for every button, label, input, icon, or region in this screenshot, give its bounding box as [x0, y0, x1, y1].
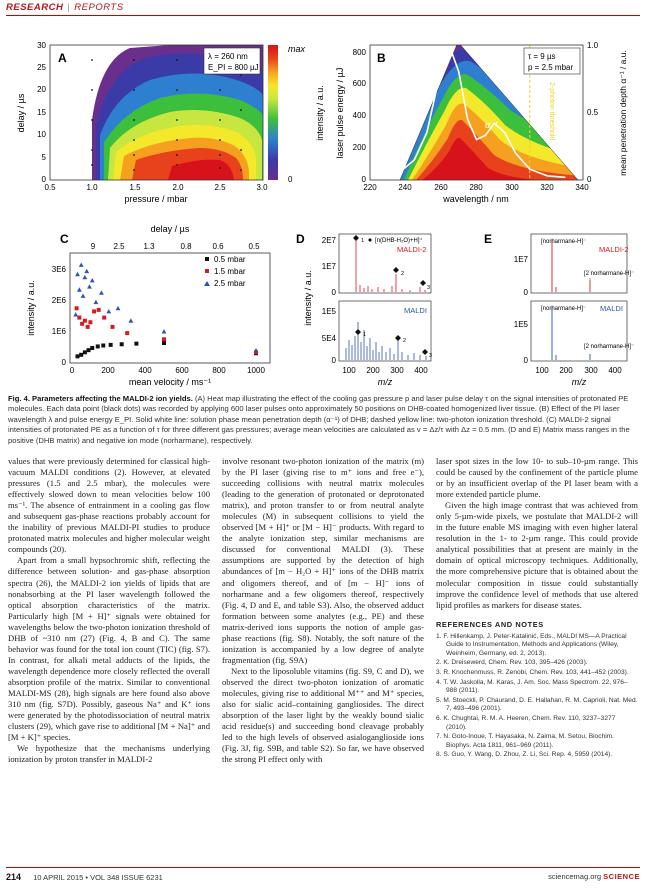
- reference-item: 3. R. Knochenmuss, R. Zenobi, Chem. Rev. 103, 441–452 (2003).: [436, 669, 629, 677]
- peak-label: 3: [429, 353, 433, 359]
- panel-c-yticks: [52, 265, 67, 367]
- panel-d-ytick: 2E7: [321, 236, 336, 245]
- panel-c-top-tick: 1.3: [143, 242, 155, 251]
- scatter-point: [97, 308, 101, 312]
- panel-b-y2ticks: [587, 41, 599, 184]
- panel-c-top-axis-label: delay / µs: [150, 224, 190, 234]
- panel-c-ylabel: intensity / a.u.: [26, 280, 36, 336]
- panel-d-xtick: 300: [390, 366, 404, 375]
- scatter-point: [120, 342, 124, 346]
- panel-a-ylabel: delay / µs: [16, 93, 26, 133]
- panel-c-label: C: [60, 232, 69, 246]
- scatter-point: [96, 344, 100, 348]
- panel-c: [26, 224, 270, 387]
- panel-a-ytick: 5: [41, 153, 46, 162]
- scatter-point: [134, 342, 138, 346]
- panel-a-ytick: 15: [37, 108, 46, 117]
- panel-a-ytick: 20: [37, 85, 46, 94]
- page-footer: [6, 872, 640, 882]
- panel-b-y2tick: 0: [587, 175, 592, 184]
- references-heading: REFERENCES AND NOTES: [436, 619, 544, 629]
- panel-c-xtick: 0: [69, 366, 75, 375]
- legend-label-0-5: 0.5 mbar: [214, 255, 246, 264]
- panel-b-xtick: 220: [363, 183, 377, 192]
- colorbar-max-label: max: [288, 44, 306, 54]
- panel-d-ytick: 0: [331, 356, 336, 365]
- panel-b-ytick: 200: [352, 143, 366, 152]
- peak-label: 1: [361, 238, 365, 244]
- scatter-point: [77, 316, 81, 320]
- panel-d-legend: [n(DHB-H₂O)+H]⁺: [375, 238, 423, 244]
- panel-b-label: B: [377, 51, 386, 65]
- body-column-3: [436, 456, 638, 761]
- panel-a-xtick: 1.5: [129, 183, 141, 192]
- colorbar-zero-label: 0: [288, 175, 293, 184]
- panel-c-top-tick: 9: [90, 242, 96, 251]
- panel-a-wavelength: λ = 260 nm: [208, 52, 248, 61]
- panel-c-xtick: 400: [138, 366, 152, 375]
- scatter-point: [86, 325, 90, 329]
- panel-b-pressure: p = 2.5 mbar: [528, 63, 574, 72]
- scatter-point: [162, 337, 166, 341]
- panel-a-ytick: 30: [37, 41, 46, 50]
- scatter-point: [92, 309, 96, 313]
- panel-d-xticks: [342, 366, 428, 375]
- section-label: RESEARCH: [6, 2, 64, 13]
- scatter-point: [88, 320, 92, 324]
- panel-a-xtick: 2.0: [172, 183, 184, 192]
- body-column-2: [222, 456, 424, 765]
- scatter-point: [76, 354, 80, 358]
- reference-item: 8. S. Guo, Y. Wang, D. Zhou, Z. Li, Sci. Rep. 4, 5959 (2014).: [436, 751, 613, 759]
- reference-item: 2. K. Dreisewerd, Chem. Rev. 103, 395–426 (2003).: [436, 659, 588, 667]
- colorbar-label: intensity / a.u.: [315, 85, 325, 141]
- panel-d-ylabel: intensity / a.u.: [303, 270, 313, 326]
- panel-c-ytick: 0: [61, 358, 66, 367]
- footer-site: sciencemag.org: [548, 872, 602, 881]
- reference-item: 6. K. Chughtai, R. M. A. Heeren, Chem. Rev. 110, 3237–3277 (2010).: [436, 715, 616, 731]
- scatter-point: [110, 325, 114, 329]
- panel-b-xtick: 340: [575, 183, 589, 192]
- paragraph: values that were previously determined for classical high-vacuum MALDI conditions (2). However, at elevated pressures (1.5 and 2.5 mbar), the molecules were effectively slowed down to mean velocities below 100 ms⁻¹. The absence of entrainment in a cooling gas flow and subsequent gas-phase reactions probably account for the inability of previous MALDI-PI studies to produce protonated matrix molecules and higher molecular weight compounds (20).: [8, 456, 210, 555]
- panel-c-top-tick: 0.6: [212, 242, 224, 251]
- peak-label: 1: [363, 332, 367, 338]
- panel-e-xlabel: m/z: [571, 377, 587, 387]
- panel-b: [335, 41, 628, 204]
- issue-info: 10 APRIL 2015 • VOL 348 ISSUE 6231: [33, 873, 163, 882]
- panel-b-xtick: 260: [434, 183, 448, 192]
- panel-b-y2tick: 0.5: [587, 108, 599, 117]
- panel-b-ytick: 800: [352, 48, 366, 57]
- panel-e-top-peak-main: [norharmane-H]⁻: [541, 239, 587, 245]
- scatter-point: [102, 316, 106, 320]
- panel-c-xtick: 200: [101, 366, 115, 375]
- panel-b-delay: τ = 9 µs: [528, 52, 556, 61]
- panel-a-xtick: 1.0: [86, 183, 98, 192]
- panel-d-xtick: 100: [342, 366, 356, 375]
- panel-d: [296, 232, 432, 387]
- footer-journal: SCIENCE: [603, 872, 640, 881]
- panel-e-ytick: 1E5: [513, 320, 528, 329]
- panel-a-xlabel: pressure / mbar: [124, 194, 188, 204]
- subsection-label: REPORTS: [74, 2, 124, 13]
- peak-label: 2: [401, 271, 405, 277]
- panel-a-xtick: 2.5: [214, 183, 226, 192]
- scatter-point: [79, 353, 83, 357]
- reference-item: 7. N. Goto-Inoue, T. Hayasaka, N. Zaima, M. Setou, Biochim. Biophys. Acta 1811, 961–969 (2011).: [436, 733, 614, 749]
- panel-d-ytick: 1E7: [321, 262, 336, 271]
- threshold-label: 2-photon threshold: [548, 82, 555, 141]
- panel-c-xlabel: mean velocity / ms⁻¹: [128, 377, 212, 387]
- alpha-curve-label: α⁻¹: [485, 120, 498, 130]
- panel-b-xtick: 240: [398, 183, 412, 192]
- panel-d-xtick: 400: [414, 366, 428, 375]
- header-separator: |: [67, 2, 71, 13]
- panel-a-yticks: [37, 41, 46, 184]
- panel-c-ytick: 3E6: [51, 265, 66, 274]
- panel-a-xtick: 0.5: [44, 183, 56, 192]
- panel-d-xtick: 200: [366, 366, 380, 375]
- panel-a-ytick: 0: [41, 175, 46, 184]
- scatter-point: [101, 344, 105, 348]
- peak-label: 2: [403, 338, 407, 344]
- scatter-point: [75, 306, 79, 310]
- panel-e-yticks: [514, 255, 529, 365]
- panel-d-label: D: [296, 232, 305, 246]
- figure-caption: [8, 394, 640, 446]
- panel-d-maldi2-title: MALDI-2: [397, 245, 427, 254]
- panel-e-ytick: 0: [523, 288, 528, 297]
- panel-a-xticks: [44, 183, 268, 192]
- caption-text: (A) Heat map illustrating the effect of the cooling gas pressure p and laser pulse delay τ on the signal intensities of protonated PE molecules. Each data point (black dots) was recorded by applying 600 laser pulses onto approximately 50 positions on DHB-coated homogenized liver tissue. (B) Effect of the PI laser wavelength λ and pulse energy E_PI. Solid white line: solution phase mean penetration depth (α⁻¹) of DHB; dashed yellow line: two-photon ionization threshold. (C) MALDI-2 signal intensities of protonated PE as a function of τ for three different gas pressures; average mean velocities are calculated as v = Δz/τ with Δz = 0.5 mm. (D and E) Matrix mass ranges in the positive (DHB matrix) and negative ion mode (norharmane), respectively.: [8, 394, 630, 445]
- caption-title: Fig. 4. Parameters affecting the MALDI-2 ion yields.: [8, 394, 193, 403]
- panel-c-top-tick: 0.5: [248, 242, 260, 251]
- legend-label-2-5: 2.5 mbar: [214, 279, 246, 288]
- panel-b-y2label: mean penetration depth α⁻¹ / a.u.: [618, 50, 628, 176]
- panel-c-ytick: 2E6: [51, 296, 66, 305]
- panel-b-xticks: [363, 183, 589, 192]
- panel-e: [484, 232, 634, 387]
- legend-label-1-5: 1.5 mbar: [214, 267, 246, 276]
- reference-item: 1. F. Hillenkamp, J. Peter-Katalinić, Eds., MALDI MS—A Practical Guide to Instrumentation, Methods and Applications (Wiley, Weinheim, Germany, ed. 2, 2013).: [436, 632, 627, 657]
- panel-e-top-peak-dimer: [2 norharmane-H]⁻: [584, 271, 635, 277]
- scatter-point: [162, 341, 166, 345]
- legend-marker-0-5: [205, 257, 209, 261]
- panel-c-top-ticks: [91, 242, 260, 251]
- scatter-point: [90, 346, 94, 350]
- panel-a-colorbar: [268, 45, 278, 180]
- panel-c-top-tick: 2.5: [113, 242, 125, 251]
- panel-c-xtick: 600: [175, 366, 189, 375]
- panel-a-ytick: 10: [37, 130, 46, 139]
- paragraph: Next to the liposoluble vitamins (fig. S9, C and D), we observed the direct two-photon ionization of aromatic molecules, giving rise to additional M⁺⁺ and M⁺ species, also for sialic acid–containing gangliosides. The direct absorption of the laser light by the weakly bound sialic acid residue(s) and succeeding bond cleavage probably led to the high levels of observed asialoganglioside ions (Fig. 3J, fig. S9B, and table S2). So far, we have observed the strong PI effect only with: [222, 665, 424, 765]
- paragraph: laser spot sizes in the low 10- to sub–10-µm range. This could be caused by the confinement of the particle plume or by an insufficient overlap of the PI laser beam with a more extended particle plume.: [436, 456, 638, 500]
- panel-e-bottom-peak-main: [norharmane-H]⁻: [541, 306, 587, 312]
- panel-b-ylabel: laser pulse energy / µJ: [335, 67, 345, 159]
- scatter-point: [83, 350, 87, 354]
- panel-e-xtick: 100: [535, 366, 549, 375]
- paragraph: Given the high image contrast that was achieved from only 5-µm-wide pixels, we postulate that MALDI-2 will in the future enable MS imaging with even higher lateral resolution in the 1- to 2-µm range. This could provide analytical possibilities that at present are mainly in the domain of optical microscopy techniques. Additionally, the more comprehensive picture that is obtained about the molecular composition in tissue could substantially improve the confidence level of methods that use altered lipid profiles as markers for disease states.: [436, 500, 638, 610]
- panel-b-xtick: 320: [540, 183, 554, 192]
- panel-b-xlabel: wavelength / nm: [443, 194, 509, 204]
- panel-b-xtick: 280: [469, 183, 483, 192]
- panel-e-xtick: 200: [559, 366, 573, 375]
- panel-e-maldi2-title: MALDI-2: [599, 245, 629, 254]
- panel-e-label: E: [484, 232, 493, 246]
- panel-e-ytick: 1E7: [513, 255, 528, 264]
- panel-d-maldi-title: MALDI: [404, 306, 427, 315]
- panel-d-ytick: 5E4: [321, 334, 336, 343]
- panel-e-xticks: [535, 366, 622, 375]
- panel-a-energy: E_PI = 800 µJ: [208, 63, 259, 72]
- panel-c-xticks: [70, 366, 266, 375]
- footer-rule: [6, 867, 640, 868]
- scatter-point: [109, 343, 113, 347]
- legend-marker-1-5: [205, 269, 209, 273]
- panel-a-xtick: 3.0: [256, 183, 268, 192]
- scatter-point: [125, 331, 129, 335]
- panel-e-ytick: 0: [523, 356, 528, 365]
- panel-b-xtick: 300: [505, 183, 519, 192]
- panel-c-ytick: 1E6: [51, 327, 66, 336]
- paragraph: Apart from a small hypsochromic shift, reflecting the difference between solution- and gas-phase absorption spectra (26), the MALDI-2 ion yields of lipids that are nonabsorbing at the PI laser wavelength followed the optical absorption characteristics of the matrix. Particularly high [M + H]⁺ signals were obtained for wavelengths below the two-photon ionization threshold of DHB of ~310 nm (27) (Fig. 4, B and C). The same behavior was found for the total ion count (TIC) (fig. S7). In contrast, for alkali metal adducts of the lipids, the wavelength dependence more closely reflected the overall absorption profile of the matrix. Similar to conventional MALDI-MS (28), high signals are here found also above 310 nm (fig. S7D). Possibly, gaseous Na⁺ and K⁺ ions were generated by the photodissociation of neutral matrix clusters (29), which gave rise to additional [M + Na]⁺ and [M + K]⁺ species.: [8, 555, 210, 743]
- peak-label: 3: [427, 285, 431, 291]
- panel-e-xtick: 400: [608, 366, 622, 375]
- panel-b-y2tick: 1.0: [587, 41, 599, 50]
- panel-d-yticks: [322, 236, 337, 365]
- reference-item: 4. T. W. Jaskolla, M. Karas, J. Am. Soc. Mass Spectrom. 22, 976–988 (2011).: [436, 678, 628, 695]
- body-column-1: [8, 456, 210, 765]
- panel-d-ytick: 0: [331, 288, 336, 297]
- panel-d-ytick: 1E5: [321, 307, 336, 316]
- paragraph: We hypothesize that the mechanisms underlying ionization by proton transfer in MALDI-2: [8, 743, 210, 765]
- panel-b-ytick: 400: [352, 111, 366, 120]
- scatter-point: [83, 319, 87, 323]
- panel-b-yticks: [353, 48, 367, 184]
- panel-b-ytick: 0: [361, 175, 366, 184]
- panel-b-ytick: 600: [352, 79, 366, 88]
- reference-item: 5. M. Stoeckli, P. Chaurand, D. E. Hallahan, R. M. Caprioli, Nat. Med. 7, 493–496 (2001).: [436, 696, 638, 713]
- scatter-point: [87, 348, 91, 352]
- panel-e-bottom-peak-dimer: [2 norharmane-H]⁻: [584, 344, 635, 350]
- panel-e-maldi-title: MALDI: [600, 304, 623, 313]
- panel-e-xtick: 300: [584, 366, 598, 375]
- panel-a-ytick: 25: [37, 63, 46, 72]
- panel-a-label: A: [58, 51, 67, 65]
- page-number: 214: [6, 872, 22, 882]
- figure-4: [0, 0, 646, 392]
- panel-d-xlabel: m/z: [377, 377, 393, 387]
- panel-a: [16, 41, 325, 204]
- panel-c-xtick: 800: [212, 366, 226, 375]
- paragraph: involve resonant two-photon ionization of the matrix (m) by the PI laser (giving rise to m⁺ ions and free e⁻), succeeding collisions with neutral matrix molecules (leading to the generation of protonated or deprotonated matrix), and proton transfer to or from neutral analyte molecules (M) in subsequent collisions to yield the observed [M + H]⁺ or [M − H]⁻ products. With regard to the analyte ionization step, similar mechanisms are discussed for conventional MALDI (3). These assumptions are supported by the detection of high abundances of [m − H₂O + H]⁺ ions of the DHB matrix and oligomers thereof, and of [m − H]⁻ ions of norharmane and a few oligomers thereof, respectively (Fig. 4, D and E, and table S3). Also, the observed adduct formation between some analytes (e.g., PE) and these matrix-derived ions supports the notion of ample gas-phase reactions (fig. S8). Notably, the soft nature of the ionization is accompanied by a low degree of analyte fragmentation (fig. S9A): [222, 456, 424, 665]
- panel-c-xtick: 1000: [247, 366, 265, 375]
- panel-c-top-tick: 0.8: [180, 242, 192, 251]
